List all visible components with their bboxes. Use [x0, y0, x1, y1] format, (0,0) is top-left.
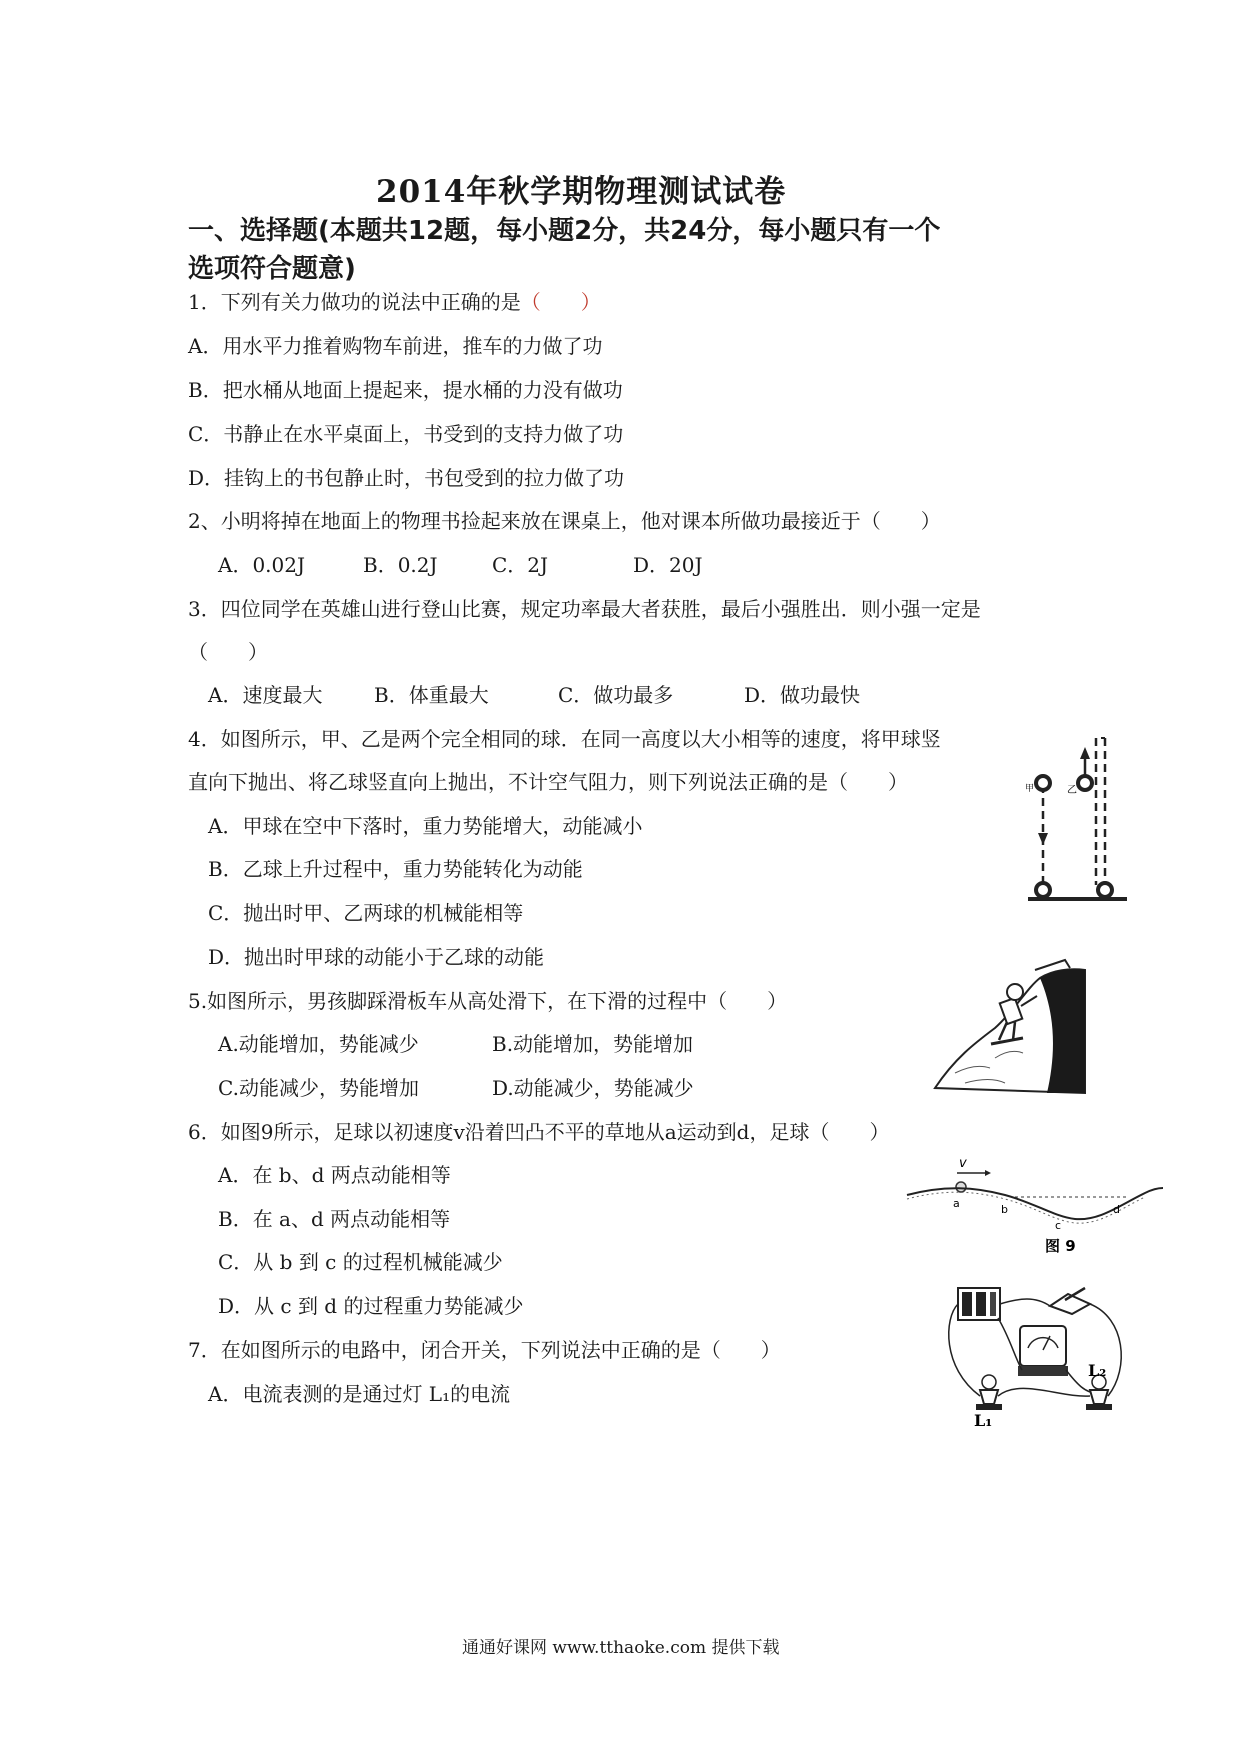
question-3-answer-paren: （ ） — [188, 640, 268, 664]
question-3-option-b: B．体重最大 — [374, 683, 489, 707]
ball-yi-label: 乙 — [1067, 785, 1077, 796]
question-5-option-d: D.动能减少，势能减少 — [492, 1076, 694, 1100]
skateboard-slope-figure — [935, 948, 1095, 1098]
question-3-option-c: C．做功最多 — [558, 683, 674, 707]
section-heading-line1: 一、选择题(本题共12题，每小题2分，共24分，每小题只有一个 — [188, 216, 941, 246]
ball-throw-figure — [1025, 735, 1140, 910]
question-4-option-b: B．乙球上升过程中，重力势能转化为动能 — [208, 857, 583, 881]
page-footer: 通通好课网 www.tthaoke.com 提供下载 — [462, 1638, 780, 1658]
question-5-option-c: C.动能减少，势能增加 — [218, 1076, 419, 1100]
question-4-stem-line2: 直向下抛出、将乙球竖直向上抛出，不计空气阻力，则下列说法正确的是（ ） — [188, 770, 908, 794]
question-4-option-d: D．抛出时甲球的动能小于乙球的动能 — [208, 945, 545, 969]
bumpy-ground-figure — [905, 1155, 1165, 1255]
question-2-option-d: D．20J — [633, 553, 703, 577]
question-1-option-c: C．书静止在水平桌面上，书受到的支持力做了功 — [188, 422, 624, 446]
ball-jia-label: 甲 — [1025, 784, 1035, 794]
point-b-label: b — [1001, 1203, 1008, 1216]
question-1 — [188, 286, 601, 315]
point-c-label: c — [1055, 1219, 1062, 1232]
question-7-option-a: A．电流表测的是通过灯 L₁的电流 — [208, 1382, 511, 1406]
question-2-option-b: B．0.2J — [363, 553, 438, 577]
question-4-stem-line1: 4．如图所示，甲、乙是两个完全相同的球．在同一高度以大小相等的速度，将甲球竖 — [188, 727, 941, 751]
section-heading-line2: 选项符合题意) — [188, 254, 356, 284]
question-3-option-d: D．做功最快 — [744, 683, 861, 707]
question-3-option-a: A．速度最大 — [208, 683, 323, 707]
circuit-figure — [940, 1278, 1140, 1428]
question-6-option-a: A．在 b、d 两点动能相等 — [218, 1163, 451, 1187]
question-2-option-a: A．0.02J — [218, 553, 305, 577]
question-1-option-b: B．把水桶从地面上提起来，提水桶的力没有做功 — [188, 378, 623, 402]
question-6-stem: 6．如图9所示，足球以初速度v沿着凹凸不平的草地从a运动到d，足球（ ） — [188, 1120, 890, 1144]
question-1-answer-paren: （ ） — [520, 290, 601, 314]
question-2-stem: 2、小明将掉在地面上的物理书捡起来放在课桌上，他对课本所做功最接近于（ ） — [188, 509, 941, 533]
point-a-label: a — [953, 1197, 960, 1210]
velocity-label: v — [959, 1156, 967, 1171]
question-6-option-d: D．从 c 到 d 的过程重力势能减少 — [218, 1294, 524, 1318]
lamp-l1-label: L₁ — [974, 1411, 993, 1430]
question-1-option-a: A．用水平力推着购物车前进，推车的力做了功 — [188, 334, 603, 358]
question-7-stem: 7．在如图所示的电路中，闭合开关，下列说法中正确的是（ ） — [188, 1338, 781, 1362]
question-6-option-b: B．在 a、d 两点动能相等 — [218, 1207, 451, 1231]
page-title: 2014年秋学期物理测试试卷 — [376, 174, 787, 210]
question-3-stem: 3．四位同学在英雄山进行登山比赛，规定功率最大者获胜，最后小强胜出．则小强一定是 — [188, 597, 981, 621]
question-6-option-c: C．从 b 到 c 的过程机械能减少 — [218, 1250, 503, 1274]
question-1-option-d: D．挂钩上的书包静止时，书包受到的拉力做了功 — [188, 466, 625, 490]
question-4-option-a: A．甲球在空中下落时，重力势能增大，动能减小 — [208, 814, 643, 838]
question-1-stem: 1．下列有关力做功的说法中正确的是 — [188, 290, 521, 314]
question-2-option-c: C．2J — [492, 553, 549, 577]
question-4-option-c: C．抛出时甲、乙两球的机械能相等 — [208, 901, 524, 925]
question-5-stem: 5.如图所示，男孩脚踩滑板车从高处滑下，在下滑的过程中（ ） — [188, 989, 788, 1013]
point-d-label: d — [1113, 1203, 1120, 1216]
lamp-l2-label: L₂ — [1088, 1361, 1107, 1380]
question-5-option-a: A.动能增加，势能减少 — [218, 1032, 419, 1056]
figure-9-caption: 图 9 — [1045, 1237, 1076, 1255]
question-5-option-b: B.动能增加，势能增加 — [492, 1032, 694, 1056]
